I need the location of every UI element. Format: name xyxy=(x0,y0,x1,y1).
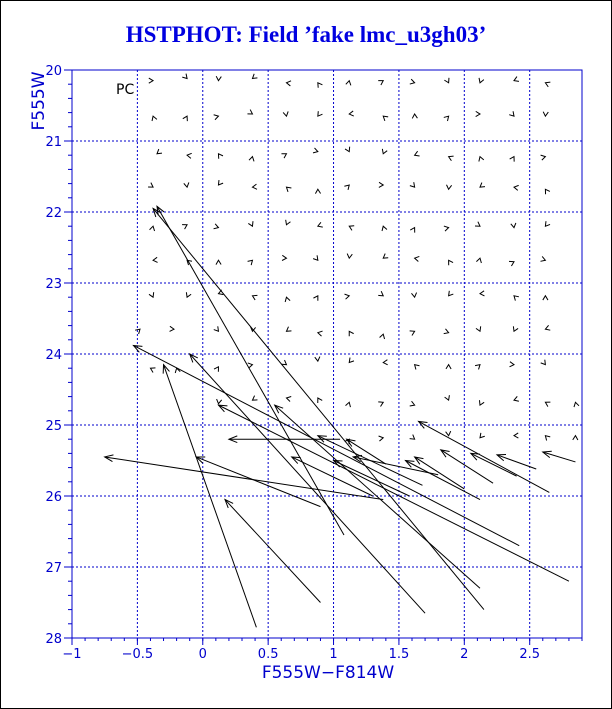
vector-mark xyxy=(410,435,415,440)
vector-mark xyxy=(545,325,550,330)
vector-mark xyxy=(415,365,420,370)
vector-mark xyxy=(286,81,291,86)
vector-mark xyxy=(286,396,291,401)
vector-mark xyxy=(511,223,516,228)
vector-mark xyxy=(382,226,387,231)
vector-mark xyxy=(410,182,415,187)
vector-mark xyxy=(247,110,252,114)
vector-mark xyxy=(182,225,187,230)
vector-mark xyxy=(540,256,545,261)
vector-mark xyxy=(149,78,153,83)
vector-mark xyxy=(514,77,519,82)
arrow-head xyxy=(419,421,428,428)
vector-mark xyxy=(476,326,481,331)
arrow-line xyxy=(105,457,384,500)
vector-mark xyxy=(152,116,157,121)
vector-mark xyxy=(344,185,349,190)
x-tick-label: 1.5 xyxy=(388,647,410,662)
vector-mark xyxy=(248,221,253,226)
vector-mark xyxy=(543,296,548,300)
vector-mark xyxy=(252,295,257,300)
vector-mark xyxy=(252,396,257,401)
vector-mark xyxy=(218,180,223,185)
y-axis-label: F555W xyxy=(29,71,49,131)
vector-mark xyxy=(214,367,218,372)
vector-mark xyxy=(510,157,515,162)
y-tick-label: 20 xyxy=(45,64,62,79)
vector-mark xyxy=(475,222,480,227)
arrow-line xyxy=(133,345,519,545)
vector-mark xyxy=(345,147,350,152)
axis-ticks xyxy=(45,64,582,662)
arrow-line xyxy=(405,461,480,500)
vector-mark xyxy=(150,368,155,373)
vector-mark xyxy=(318,331,323,336)
vector-mark xyxy=(449,260,453,265)
vector-mark xyxy=(480,183,485,188)
vector-mark xyxy=(153,257,157,262)
vector-mark xyxy=(183,116,188,121)
vector-mark xyxy=(383,360,387,365)
vector-mark xyxy=(476,111,480,116)
x-tick-label: 2.5 xyxy=(519,647,541,662)
vector-marks xyxy=(135,74,579,445)
arrow-line xyxy=(225,500,320,603)
vector-mark xyxy=(412,114,417,118)
arrow-line xyxy=(196,457,320,507)
arrow-line xyxy=(471,453,517,476)
vector-mark xyxy=(286,327,291,332)
vector-mark xyxy=(187,153,192,158)
x-tick-label: 2 xyxy=(460,647,469,662)
vector-mark xyxy=(281,154,286,158)
vector-mark xyxy=(510,362,514,367)
vector-mark xyxy=(383,254,388,259)
y-tick-label: 25 xyxy=(45,419,62,434)
vector-mark xyxy=(411,293,416,298)
vector-mark xyxy=(214,115,219,120)
vector-mark xyxy=(282,255,286,260)
vector-mark xyxy=(545,189,549,194)
vector-mark xyxy=(315,357,320,362)
vector-mark xyxy=(150,226,155,231)
y-tick-label: 28 xyxy=(45,632,62,647)
vector-mark xyxy=(446,431,451,436)
vector-mark xyxy=(170,326,174,331)
vector-mark xyxy=(479,78,484,83)
vector-mark xyxy=(378,81,383,85)
y-tick-label: 24 xyxy=(45,348,62,363)
arrow-line xyxy=(153,208,484,609)
vector-mark xyxy=(283,111,288,116)
vector-mark xyxy=(349,111,354,116)
vector-mark xyxy=(313,255,318,260)
grid-lines xyxy=(72,70,582,638)
vector-mark xyxy=(479,157,484,162)
arrow-line xyxy=(415,457,465,489)
vector-mark xyxy=(182,74,187,79)
arrow-line xyxy=(218,405,568,581)
vector-mark xyxy=(514,185,519,190)
vector-mark xyxy=(476,258,481,263)
vector-mark xyxy=(347,254,352,259)
vector-mark xyxy=(444,116,449,121)
vector-mark xyxy=(383,116,388,121)
arrow-line xyxy=(543,452,576,462)
vector-mark xyxy=(318,222,323,227)
vector-mark xyxy=(545,402,550,407)
y-tick-label: 22 xyxy=(45,206,62,221)
arrow-head xyxy=(415,457,424,464)
vector-mark xyxy=(149,292,154,297)
x-tick-label: 0.5 xyxy=(257,647,279,662)
vector-mark xyxy=(513,326,518,331)
y-tick-label: 23 xyxy=(45,277,62,292)
vector-mark xyxy=(285,297,290,302)
panel-label: PC xyxy=(116,82,135,98)
arrow-line xyxy=(157,206,344,535)
x-tick-label: −1 xyxy=(62,647,82,662)
vector-mark xyxy=(545,82,550,87)
vector-mark xyxy=(318,83,323,88)
vector-mark xyxy=(446,365,451,369)
vector-mark xyxy=(449,156,454,161)
vector-mark xyxy=(380,334,385,339)
vector-mark xyxy=(378,291,383,296)
vector-mark xyxy=(214,326,219,331)
displacement-arrows xyxy=(105,206,576,627)
vector-mark xyxy=(509,111,514,116)
vector-mark xyxy=(252,184,257,189)
vector-mark xyxy=(249,157,254,162)
y-tick-label: 27 xyxy=(45,561,62,576)
vector-mark xyxy=(444,329,449,334)
vector-mark xyxy=(217,399,222,404)
vector-mark xyxy=(286,187,291,192)
vector-mark xyxy=(216,260,221,264)
vector-mark xyxy=(349,331,353,336)
vector-mark xyxy=(480,291,484,296)
vector-mark xyxy=(475,365,480,370)
vector-mark xyxy=(410,228,414,233)
vector-mark xyxy=(281,360,286,365)
arrow-head xyxy=(405,461,414,468)
vector-mark xyxy=(514,396,519,401)
vector-mark xyxy=(379,182,383,187)
y-tick-label: 21 xyxy=(45,135,62,150)
arrow-head xyxy=(157,206,164,215)
vector-mark xyxy=(214,224,219,229)
vector-mark xyxy=(480,433,485,438)
vector-mark xyxy=(313,296,317,301)
vector-mark xyxy=(184,182,189,187)
x-tick-label: −0.5 xyxy=(121,647,154,662)
vector-mark xyxy=(286,220,291,225)
vector-mark xyxy=(318,398,322,403)
vector-mark xyxy=(148,183,153,187)
vector-mark xyxy=(186,292,191,297)
vector-mark xyxy=(349,358,354,363)
vector-mark xyxy=(541,155,546,160)
vector-mark xyxy=(444,226,449,231)
vector-mark xyxy=(574,402,579,407)
vector-mark xyxy=(216,76,221,80)
vector-mark xyxy=(573,436,578,440)
vector-mark xyxy=(349,226,354,231)
vector-mark xyxy=(514,296,519,301)
vector-mark xyxy=(445,395,450,400)
arrow-line xyxy=(419,421,550,492)
x-tick-label: 0 xyxy=(198,647,207,662)
vector-mark xyxy=(410,79,415,84)
vector-mark xyxy=(444,78,449,83)
vector-mark xyxy=(446,185,451,190)
vector-mark xyxy=(415,151,420,156)
vector-mark xyxy=(378,402,383,407)
vector-mark xyxy=(449,291,454,296)
vector-mark xyxy=(410,331,415,336)
vector-mark xyxy=(509,261,514,266)
vector-mark xyxy=(313,148,318,153)
x-axis-label: F555W−F814W xyxy=(261,663,395,683)
y-tick-label: 26 xyxy=(45,490,62,505)
x-tick-label: 1 xyxy=(329,647,338,662)
vector-mark xyxy=(218,154,223,159)
vector-mark xyxy=(379,436,384,441)
vector-mark xyxy=(157,149,162,154)
chart-title: HSTPHOT: Field ’fake lmc_u3gh03’ xyxy=(125,22,487,47)
vector-mark xyxy=(382,149,387,154)
arrow-head xyxy=(441,450,450,457)
vector-mark xyxy=(248,260,253,265)
vector-mark xyxy=(514,433,518,438)
vector-mark xyxy=(346,402,351,407)
vector-mark xyxy=(545,436,550,441)
vector-mark xyxy=(543,112,548,116)
vector-mark xyxy=(252,74,257,79)
vector-mark xyxy=(346,81,351,86)
vector-mark xyxy=(415,256,420,261)
vector-mark xyxy=(410,401,415,406)
vector-mark xyxy=(541,360,546,365)
vector-mark xyxy=(315,189,320,193)
vector-mark xyxy=(545,221,550,226)
vector-mark xyxy=(345,294,350,299)
vector-mark xyxy=(318,111,323,116)
vector-mark xyxy=(479,400,484,405)
arrow-line xyxy=(441,450,493,483)
